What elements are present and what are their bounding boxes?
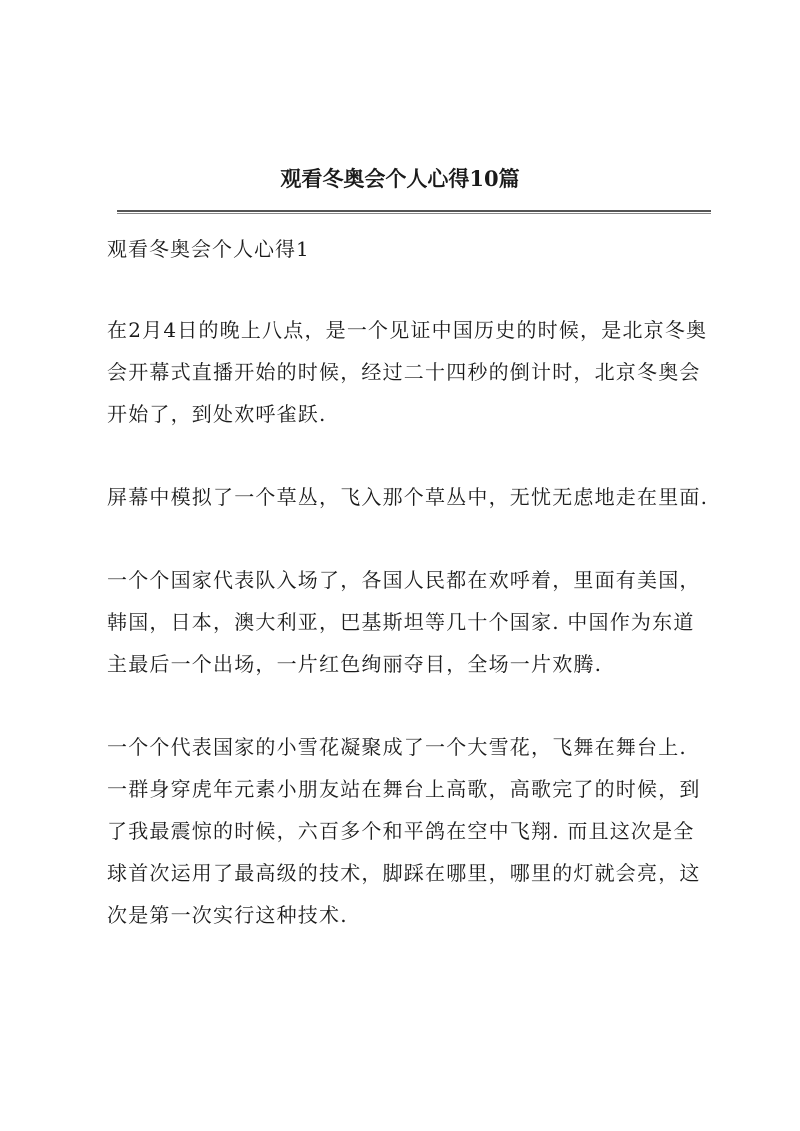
paragraph-2: 屏幕中模拟了一个草丛，飞入那个草丛中，无忧无虑地走在里面. <box>107 485 709 509</box>
paragraph-1: 在2月4日的晚上八点，是一个见证中国历史的时候，是北京冬奥会开幕式直播开始的时候，经过二十四秒的倒计时，北京冬奥会开始了，到处欢呼雀跃. <box>107 318 708 426</box>
document-body <box>107 230 713 977</box>
paragraph-3: 一个个国家代表队入场了，各国人民都在欢呼着，里面有美国，韩国，日本，澳大利亚，巴基斯坦等几十个国家. 中国作为东道主最后一个出场，一片红色绚丽夺目，全场一片欢腾. <box>107 568 701 676</box>
title-divider <box>117 210 711 214</box>
section-heading: 观看冬奥会个人心得1 <box>107 237 310 261</box>
page-title: 观看冬奥会个人心得10篇 <box>280 166 520 191</box>
paragraph-4: 一个个代表国家的小雪花凝聚成了一个大雪花，飞舞在舞台上. 一群身穿虎年元素小朋友站在舞台上高歌，高歌完了的时候，到了我最震惊的时候，六百多个和平鸽在空中飞翔. 而且这次是全球首次运用了最高级的技术，脚踩在哪里，哪里的灯就会亮，这次是第一次实行这种技术. <box>107 735 701 927</box>
